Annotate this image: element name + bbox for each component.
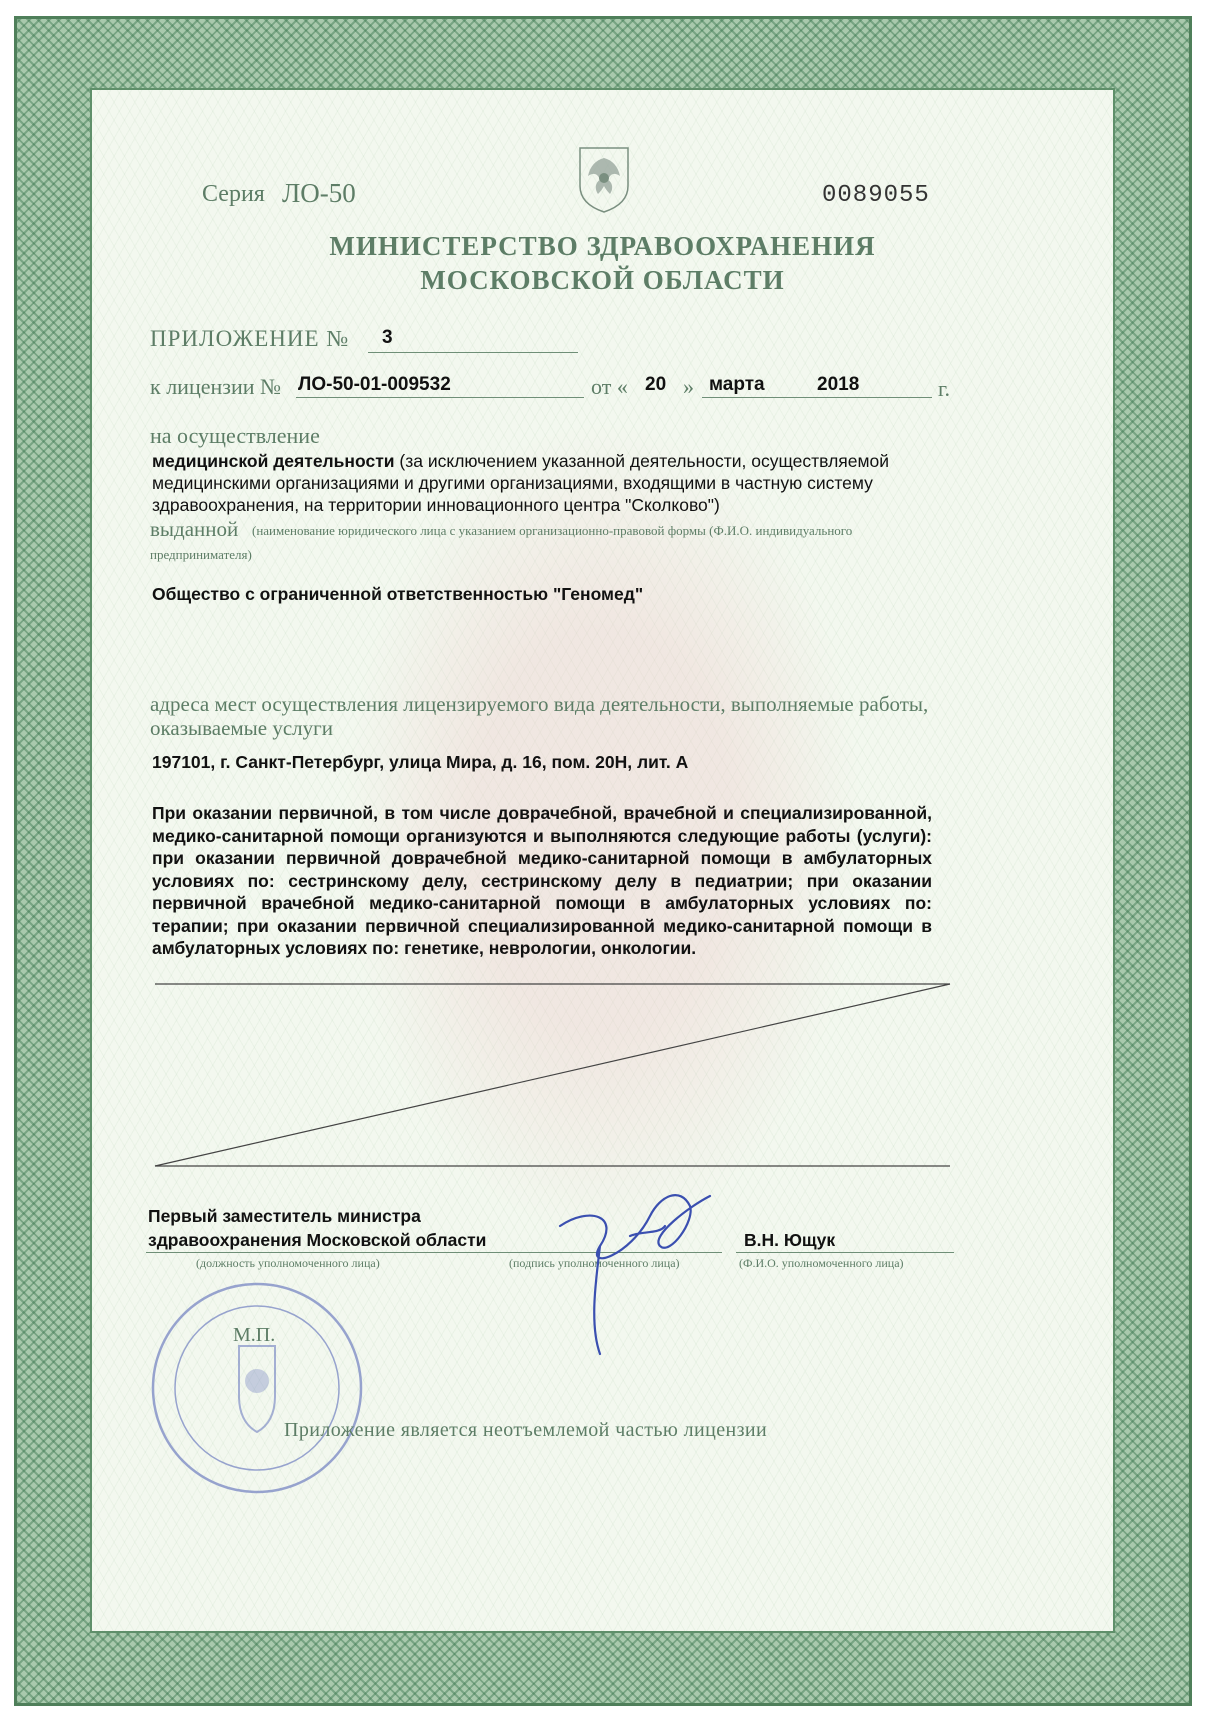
name-underline <box>736 1252 954 1253</box>
license-underline <box>296 397 584 398</box>
signer-position-line2: здравоохранения Московской области <box>148 1230 487 1250</box>
footer-note: Приложение является неотъемлемой частью лицензии <box>284 1419 768 1441</box>
services-text: При оказании первичной, в том числе доврачебной, врачебной и специализированной, медико-санитарной помощи организуются и выполняются следующие работы (услуги): при оказании первичной доврачебной медико-санитарной помощи в амбулаторных условиях по: сестринскому делу, сестринскому делу в педиатрии; при оказании первичной врачебной медико-санитарной помощи в амбулаторных условиях по: терапии; при оказании первичной специализированной медико-санитарной помощи в амбулаторных условиях по: генетике, неврологии, онкологии. <box>152 803 932 958</box>
hint-position: (должность уполномоченного лица) <box>196 1256 380 1270</box>
appendix-underline <box>368 352 578 353</box>
license-day: 20 <box>645 374 667 395</box>
signer-name: В.Н. Ющук <box>744 1230 836 1250</box>
series-label: Серия <box>202 181 265 207</box>
address-label: адреса мест осуществления лицензируемого вида деятельности, выполняемые работы, оказываемые услуги <box>150 692 929 740</box>
issued-label: выданной <box>150 517 239 541</box>
stamp-seal <box>147 1276 367 1501</box>
organization-name: Общество с ограниченной ответственностью "Геномед" <box>152 584 644 604</box>
mp-label: М.П. <box>233 1324 276 1346</box>
issued-hint: (наименование юридического лица с указанием организационно-правовой формы (Ф.И.О. индивидуального <box>252 523 853 538</box>
coat-of-arms-icon <box>574 146 634 214</box>
signature <box>540 1176 730 1356</box>
ministry-title-line1: МИНИСТЕРСТВО ЗДРАВООХРАНЕНИЯ <box>329 231 876 261</box>
activity-rest: (за исключением указанной деятельности, осуществляемой медицинскими организациями и другими организациями, входящими в частную систему здравоохранения, на территории инновационного центра "Сколково") <box>152 451 890 515</box>
position-underline <box>146 1252 522 1253</box>
activity-bold: медицинской деятельности <box>152 451 395 471</box>
issued-hint-continued: предпринимателя) <box>150 547 252 562</box>
series-value: ЛО-50 <box>282 178 356 208</box>
appendix-number: 3 <box>382 327 393 348</box>
activity-description <box>152 450 952 516</box>
date-underline <box>702 397 932 398</box>
license-number: ЛО-50-01-009532 <box>298 374 451 395</box>
license-year: 2018 <box>817 374 860 395</box>
activity-label: на осуществление <box>150 423 320 448</box>
license-label: к лицензии № <box>150 374 281 399</box>
signer-position-line1: Первый заместитель министра <box>148 1206 421 1226</box>
appendix-label: ПРИЛОЖЕНИЕ № <box>150 326 350 351</box>
license-month: марта <box>709 374 765 395</box>
date-quote-close: » <box>683 374 694 399</box>
address-value: 197101, г. Санкт-Петербург, улица Мира, д. 16, пом. 20Н, лит. А <box>152 752 689 772</box>
hint-signature: (подпись уполномоченного лица) <box>509 1256 680 1270</box>
ministry-title-line2: МОСКОВСКОЙ ОБЛАСТИ <box>420 265 785 295</box>
hint-name: (Ф.И.О. уполномоченного лица) <box>739 1256 904 1270</box>
year-suffix: г. <box>938 376 951 401</box>
serial-number: 0089055 <box>822 182 930 209</box>
date-from-label: от « <box>591 374 628 399</box>
